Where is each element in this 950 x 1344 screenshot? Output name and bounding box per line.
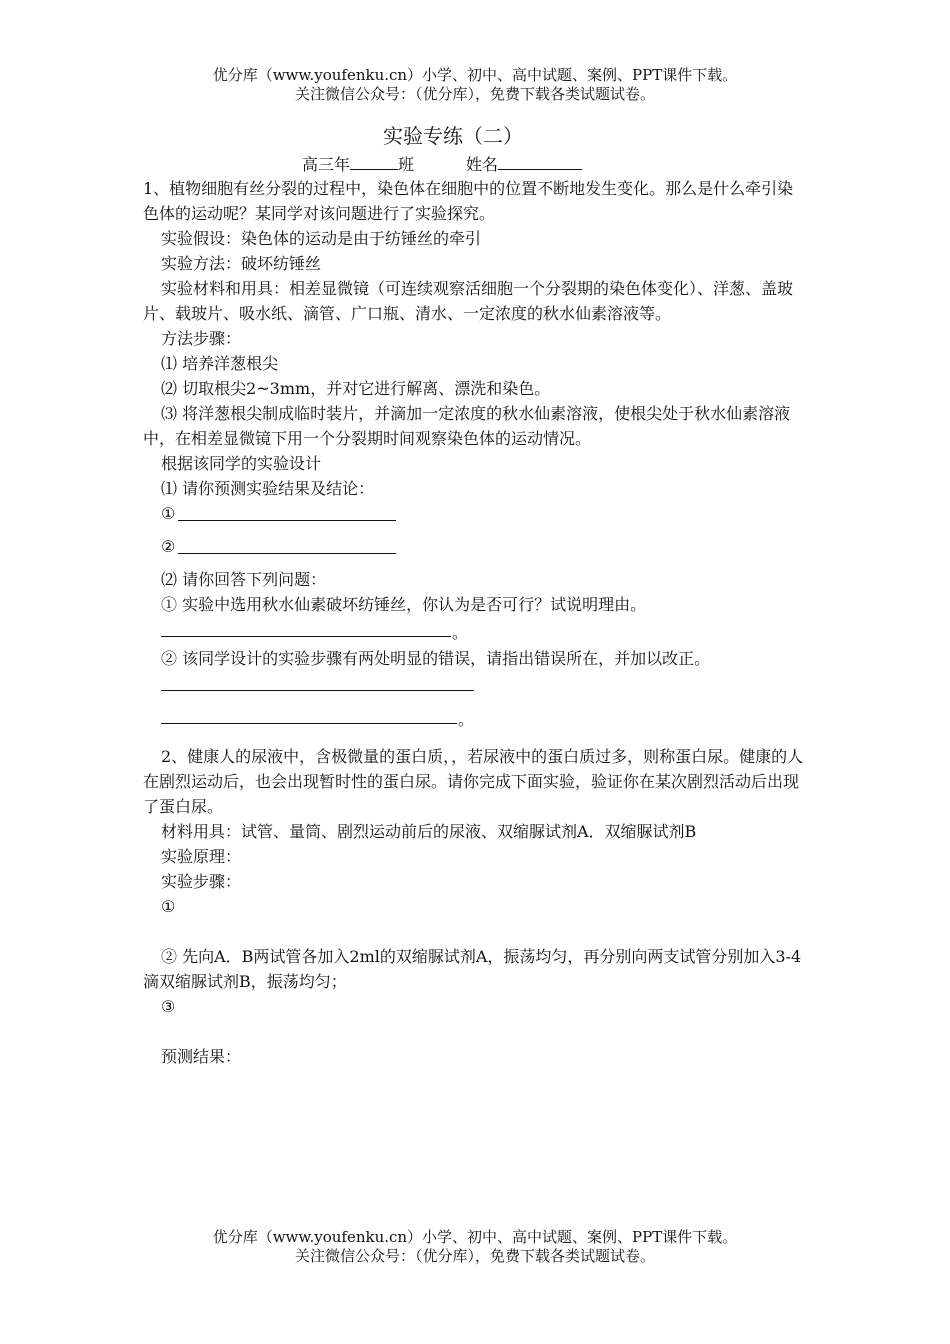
answer-line-4[interactable] xyxy=(143,671,808,700)
q1-stem: 1、植物细胞有丝分裂的过程中，染色体在细胞中的位置不断地发生变化。那么是什么牵引染色体的运动呢？某同学对该问题进行了实验探究。 xyxy=(143,179,794,223)
page-header xyxy=(0,66,950,104)
q2-step-2: ② 先向A．B两试管各加入2ml的双缩脲试剂A，振荡均匀，再分别向两支试管分别加入3-4滴双缩脲试剂B，振荡均匀； xyxy=(143,947,802,991)
q1-steps-label: 方法步骤： xyxy=(161,329,242,348)
q1-hypothesis: 实验假设：染色体的运动是由于纺锤丝的牵引 xyxy=(161,229,482,248)
q1-based-on: 根据该同学的实验设计 xyxy=(161,454,322,473)
page-footer xyxy=(0,1228,950,1266)
q2-principle: 实验原理： xyxy=(161,847,242,866)
q1-method: 实验方法：破坏纺锤丝 xyxy=(161,254,322,273)
q1-materials: 实验材料和用具：相差显微镜（可连续观察活细胞一个分裂期的染色体变化）、洋葱、盖玻片、载玻片、吸水纸、滴管、广口瓶、清水、一定浓度的秋水仙素溶液等。 xyxy=(143,279,794,323)
q2-step-1: ① xyxy=(161,897,176,916)
q2-prediction: 预测结果： xyxy=(161,1047,242,1066)
q1-step-2: ⑵ 切取根尖2~3mm，并对它进行解离、漂洗和染色。 xyxy=(161,379,551,398)
q1-sub2-question-1: ① 实验中选用秋水仙素破坏纺锤丝，你认为是否可行？试说明理由。 xyxy=(161,595,647,614)
class-blank xyxy=(350,155,398,170)
q2-materials: 材料用具：试管、量筒、剧烈运动前后的尿液、双缩脲试剂A．双缩脲试剂B xyxy=(161,822,697,841)
class-suffix: 班 xyxy=(398,155,415,174)
answer-blank-3 xyxy=(161,636,451,637)
document-body xyxy=(143,176,808,1069)
answer-line-3[interactable] xyxy=(143,617,808,646)
page-title: 实验专练（二） xyxy=(383,124,523,148)
answer-mark-1: ① xyxy=(161,504,176,523)
answer-mark-2: ② xyxy=(161,537,176,556)
q1-step-3: ⑶ 将洋葱根尖制成临时装片，并滴加一定浓度的秋水仙素溶液，使根尖处于秋水仙素溶液中，在相差显微镜下用一个分裂期时间观察染色体的运动情况。 xyxy=(143,404,791,448)
period-mark-1: 。 xyxy=(452,623,469,642)
answer-blank-2 xyxy=(178,553,396,554)
footer-line-1: 优分库（www.youfenku.cn）小学、初中、高中试题、案例、PPT课件下载。 xyxy=(212,1228,738,1246)
footer-line-2: 关注微信公众号：（优分库），免费下载各类试题试卷。 xyxy=(294,1247,655,1265)
q2-step-3: ③ xyxy=(161,997,176,1016)
period-mark-2: 。 xyxy=(458,710,475,729)
answer-line-2[interactable] xyxy=(143,534,808,567)
q1-sub-question-2: ⑵ 请你回答下列问题： xyxy=(161,570,327,589)
q1-sub-question-1: ⑴ 请你预测实验结果及结论： xyxy=(161,479,375,498)
header-line-2: 关注微信公众号：（优分库），免费下载各类试题试卷。 xyxy=(294,85,655,103)
q2-stem: 2、健康人的尿液中，含极微量的蛋白质，，若尿液中的蛋白质过多，则称蛋白尿。健康的人在剧烈运动后，也会出现暂时性的蛋白尿。请你完成下面实验，验证你在某次剧烈活动后出现了蛋白尿。 xyxy=(143,747,804,816)
q1-step-1: ⑴ 培养洋葱根尖 xyxy=(161,354,279,373)
answer-line-1[interactable] xyxy=(143,501,808,534)
name-label: 姓名 xyxy=(466,155,499,174)
answer-blank-4 xyxy=(161,690,474,691)
q2-steps-label: 实验步骤： xyxy=(161,872,242,891)
answer-blank-5 xyxy=(161,723,457,724)
grade-label: 高三年 xyxy=(302,155,351,174)
q1-sub2-question-2: ② 该同学设计的实验步骤有两处明显的错误，请指出错误所在，并加以改正。 xyxy=(161,649,711,668)
name-blank xyxy=(498,155,582,170)
answer-blank-1 xyxy=(178,520,396,521)
header-line-1: 优分库（www.youfenku.cn）小学、初中、高中试题、案例、PPT课件下载。 xyxy=(212,66,738,84)
answer-line-5[interactable] xyxy=(143,704,808,733)
class-name-line xyxy=(302,152,582,175)
